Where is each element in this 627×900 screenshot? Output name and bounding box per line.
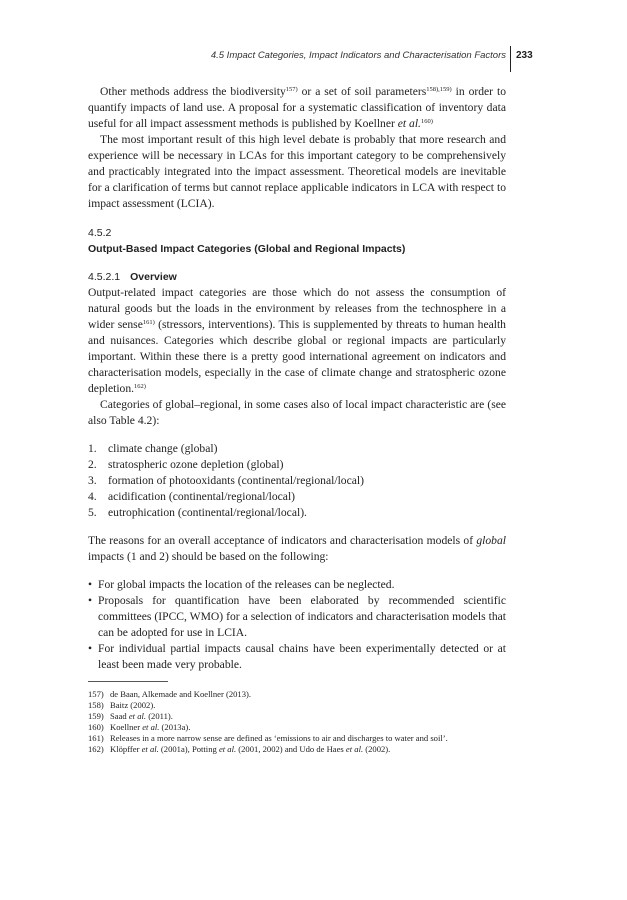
section-number: 4.5.2 [88, 227, 112, 239]
text-span: Koellner [110, 722, 143, 732]
header-divider [510, 46, 511, 72]
text-span: The reasons for an overall acceptance of indicators and characterisation models of [88, 534, 477, 547]
et-al: et al. [397, 117, 421, 130]
paragraph-reasons-intro [88, 533, 506, 565]
list-text: For individual partial impacts causal chains have been experimentally detected or at least been made very probable. [98, 642, 506, 671]
text-span: (stressors, interventions). This is supplemented by threats to human health and nuisances. Categories which describe global or regional impacts are particularly important. Within these there is a pretty good international agreement on indicators and characterisation models, especially in the case of climate change and stratospheric ozone depletion. [88, 318, 506, 395]
footnote-text [110, 722, 506, 733]
et-al: et al. [141, 744, 159, 754]
list-number: 2. [88, 458, 97, 471]
list-item [88, 505, 506, 521]
footnote-ref-160[interactable]: 160) [420, 118, 433, 125]
footnote-ref-162[interactable]: 162) [134, 383, 146, 390]
list-item [88, 489, 506, 505]
footnote-divider [88, 681, 168, 682]
emphasis-global: global [476, 534, 506, 547]
footnote-ref-157[interactable]: 157) [285, 86, 298, 93]
list-number: 3. [88, 474, 97, 487]
list-item [88, 441, 506, 457]
footnote-162 [88, 744, 506, 755]
text-span: (2002). [363, 744, 391, 754]
paragraph-output-categories [88, 285, 506, 397]
list-text: formation of photooxidants (continental/regional/local) [108, 474, 364, 487]
text-span: Saad [110, 711, 129, 721]
subsection-heading [88, 269, 506, 285]
page-number: 233 [516, 50, 533, 61]
et-al: et al. [142, 722, 160, 732]
impact-category-list [88, 441, 506, 521]
footnote-number: 157) [88, 689, 104, 699]
text-span: Other methods address the biodiversity [100, 85, 286, 98]
paragraph-categories-intro: Categories of global–regional, in some cases also of local impact characteristic are (see also Table 4.2): [88, 398, 506, 427]
footnote-159 [88, 711, 506, 722]
text-span: Klöpffer [110, 744, 142, 754]
footnote-ref-161[interactable]: 161) [142, 319, 155, 326]
text-span: (2013a). [159, 722, 191, 732]
footnote-number: 160) [88, 722, 104, 732]
text-span: in order to quantify impacts of land use. A proposal for a systematic classification of inventory data useful for all impact assessment methods is published by Koellner [88, 85, 506, 130]
list-item [88, 457, 506, 473]
bullet: • [88, 642, 93, 655]
list-number: 5. [88, 506, 97, 519]
footnote-158 [88, 700, 506, 711]
footnote-number: 162) [88, 744, 104, 754]
footnote-text [110, 744, 506, 755]
list-item [88, 593, 506, 641]
bullet: • [88, 594, 93, 607]
section-title: Output-Based Impact Categories (Global and Regional Impacts) [88, 243, 406, 255]
footnote-number: 158) [88, 700, 104, 710]
text-span: or a set of soil parameters [297, 85, 427, 98]
list-text: For global impacts the location of the releases can be neglected. [98, 578, 395, 591]
subsection-number: 4.5.2.1 [88, 271, 121, 283]
paragraph-debate-result: The most important result of this high level debate is probably that more research and experience will be necessary in LCAs for this important category to be comprehensively and practicably integrated into the impact assessment. Theoretical models are inevitable for a clarification of terms but cannot replace applicable indicators in LCA with respect to impact assessment (LCIA). [88, 133, 506, 210]
reasons-list [88, 577, 506, 673]
footnote-ref-158-159[interactable]: 158),159) [426, 86, 452, 93]
footnote-157 [88, 689, 506, 700]
list-text: climate change (global) [108, 442, 218, 455]
bullet: • [88, 578, 93, 591]
text-span: Output-related impact categories are those which do not assess the consumption of natural goods but the loads in the environment by releases from the technosphere in a wider sense [88, 286, 506, 331]
footnote-text [110, 711, 506, 722]
footnote-text: Baitz (2002). [110, 700, 156, 710]
list-text: Proposals for quantification have been elaborated by recommended scientific committees (IPCC, WMO) for a selection of indicators and characterisation models that can be adopted for use in LCIA. [98, 594, 506, 639]
text-span: (2001a), Potting [158, 744, 219, 754]
text-span: (2011). [146, 711, 173, 721]
footnote-text: Releases in a more narrow sense are defined as ‘emissions to air and discharges to water and soil’. [110, 733, 448, 743]
list-text: acidification (continental/regional/local) [108, 490, 296, 503]
subsection-title: Overview [130, 271, 177, 283]
page-body [88, 84, 506, 755]
footnote-number: 161) [88, 733, 104, 743]
et-al: et al. [345, 744, 364, 754]
footnote-160 [88, 722, 506, 733]
footnotes [88, 689, 506, 755]
et-al: et al. [128, 711, 147, 721]
et-al: et al. [218, 744, 237, 754]
paragraph-biodiversity [88, 84, 506, 132]
list-item [88, 641, 506, 673]
text-span: impacts (1 and 2) should be based on the following: [88, 550, 329, 563]
running-header: 4.5 Impact Categories, Impact Indicators and Characterisation Factors [210, 50, 506, 61]
list-number: 4. [88, 490, 97, 503]
list-text: eutrophication (continental/regional/local). [108, 506, 307, 519]
footnote-text: de Baan, Alkemade and Koellner (2013). [110, 689, 252, 699]
footnote-161 [88, 733, 506, 744]
list-text: stratospheric ozone depletion (global) [108, 458, 284, 471]
list-number: 1. [88, 442, 97, 455]
footnote-number: 159) [88, 711, 104, 721]
text-span: (2001, 2002) and Udo de Haes [236, 744, 346, 754]
list-item [88, 577, 506, 593]
list-item [88, 473, 506, 489]
